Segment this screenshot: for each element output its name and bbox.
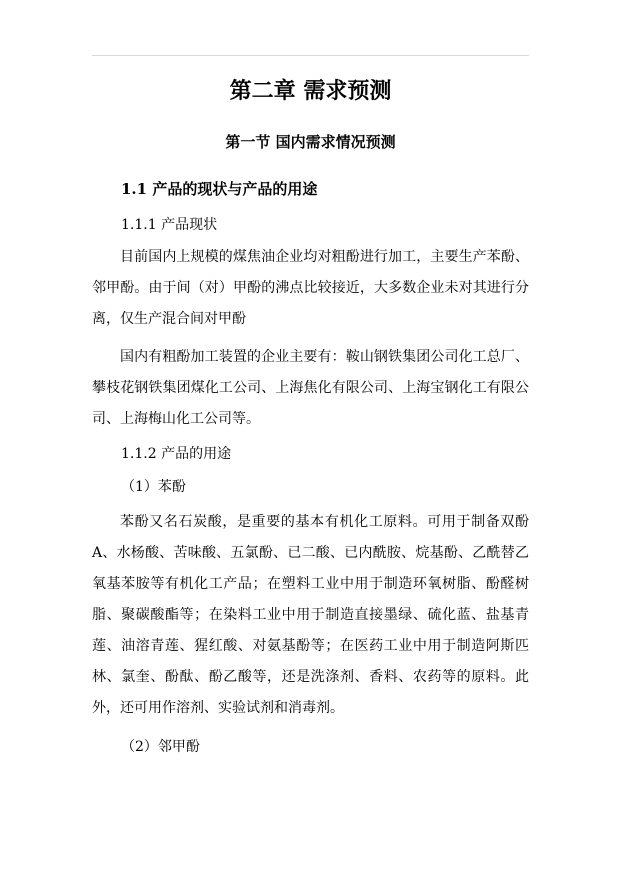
header-rule	[92, 55, 529, 56]
subsubsection-heading-1-1-2: 1.1.2 产品的用途	[121, 446, 232, 462]
subsubsection-heading-1-1-1: 1.1.1 产品现状	[121, 217, 218, 233]
list-item-o-cresol: （2）邻甲酚	[121, 739, 200, 755]
paragraph-enterprises: 国内有粗酚加工装置的企业主要有：鞍山钢铁集团公司化工总厂、攀枝花钢铁集团煤化工公司、上海焦化有限公司、上海宝钢化工有限公司、上海梅山化工公司等。	[92, 349, 529, 427]
subsection-heading-1-1: 1.1 产品的现状与产品的用途	[121, 180, 318, 198]
section-title: 第一节 国内需求情况预测	[225, 133, 396, 151]
chapter-title: 第二章 需求预测	[229, 78, 392, 104]
list-item-phenol: （1）苯酚	[121, 479, 186, 495]
paragraph-product-status: 目前国内上规模的煤焦油企业均对粗酚进行加工，主要生产苯酚、邻甲酚。由于间（对）甲酚的沸点比较接近，大多数企业未对其进行分离，仅生产混合间对甲酚	[92, 249, 529, 327]
paragraph-phenol-uses: 苯酚又名石炭酸，是重要的基本有机化工原料。可用于制备双酚A、水杨酸、苦味酸、五氯酚、已二酸、已内酰胺、烷基酚、乙酰替乙氧基苯胺等有机化工产品；在塑料工业中用于制造环氧树脂、酚醛树脂、聚碳酸酯等；在染料工业中用于制造直接墨绿、硫化蓝、盐基青莲、油溶青莲、猩红酸、对氨基酚等；在医药工业中用于制造阿斯匹林、氯奎、酚酞、酚乙酸等，还是洗涤剂、香料、农药等的原料。此外，还可用作溶剂、实验试剂和消毒剂。	[92, 514, 529, 716]
